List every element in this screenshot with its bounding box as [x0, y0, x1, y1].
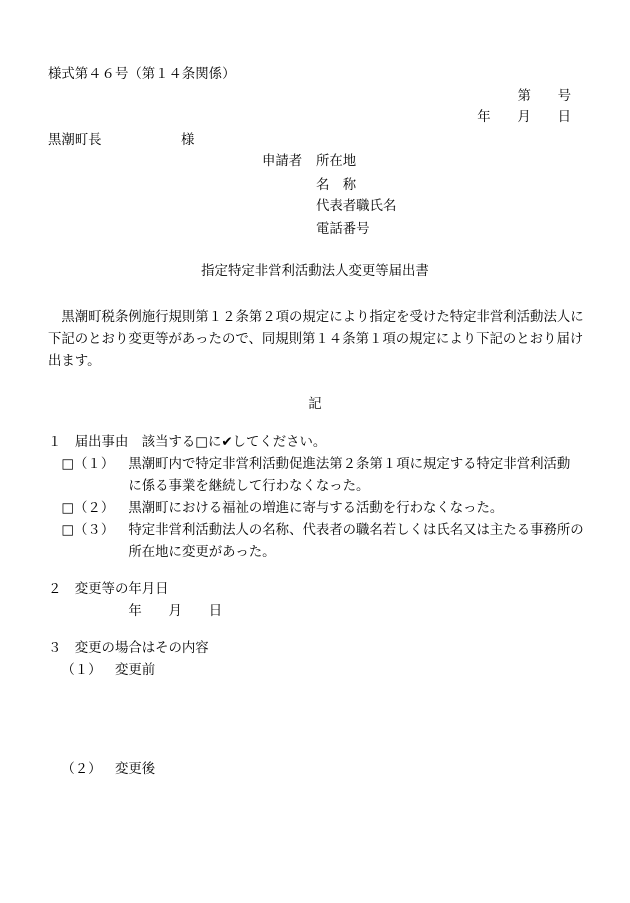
- reason-option-1: [48, 454, 608, 498]
- option-prefix: [61, 520, 114, 542]
- document-title: 指定特定非営利活動法人変更等届出書: [201, 264, 429, 279]
- submission-date: 年 月 日: [477, 110, 571, 125]
- option-text: [128, 520, 608, 564]
- checkbox: □: [61, 501, 75, 516]
- applicant-address-label: 所在地: [316, 154, 357, 169]
- option-number: （３）: [74, 523, 115, 538]
- option-number: （２）: [74, 501, 115, 516]
- applicant-name-label: 名 称: [316, 178, 357, 193]
- option-line: 黒潮町内で特定非営利活動促進法第２条第１項に規定する特定非営利活動: [128, 457, 571, 472]
- addressee-name: 黒潮町長: [48, 133, 102, 148]
- sub-item-label: 変更前: [115, 663, 156, 678]
- section-number: １: [48, 435, 62, 450]
- section-change-date-header: [48, 579, 608, 601]
- option-text: [128, 454, 608, 498]
- section-label: 変更等の年月日: [74, 582, 169, 597]
- change-before-item: [48, 660, 608, 682]
- section-change-date: [48, 579, 608, 623]
- applicant-representative-label: 代表者職氏名: [316, 199, 397, 214]
- applicant-label: 申請者: [262, 154, 303, 169]
- document-number: 第 号: [517, 89, 571, 104]
- option-text: [128, 498, 608, 520]
- option-line: 特定非営利活動法人の名称、代表者の職名若しくは氏名又は主たる事務所の: [128, 523, 584, 538]
- option-prefix: [61, 498, 114, 520]
- option-number: （１）: [74, 457, 115, 472]
- body-line: 出ます。: [48, 354, 101, 369]
- section-change-content: [48, 638, 608, 682]
- sub-item-number: （１）: [61, 663, 102, 678]
- section-label: 届出事由: [74, 435, 129, 450]
- sub-item-number: （２）: [61, 762, 102, 777]
- option-prefix: [61, 454, 114, 476]
- change-after-item: [48, 759, 608, 781]
- option-line: 黒潮町における福祉の増進に寄与する活動を行わなくなった。: [128, 501, 504, 516]
- form-number: 様式第４６号（第１４条関係）: [48, 67, 236, 82]
- ki-heading: 記: [308, 397, 322, 412]
- reason-option-3: [48, 520, 608, 564]
- reason-option-2: [48, 498, 608, 520]
- option-line: に係る事業を継続して行わなくなった。: [128, 479, 370, 494]
- change-date-field: 年 月 日: [128, 604, 223, 619]
- section-reason: [48, 432, 608, 564]
- section-change-content-header: [48, 638, 608, 660]
- section-number: ２: [48, 582, 62, 597]
- section-instruction: 該当する□に✔してください。: [141, 435, 327, 450]
- change-after-block: [48, 759, 608, 781]
- section-number: ３: [48, 641, 62, 656]
- body-line: 下記のとおり変更等があったので、同規則第１４条第１項の規定により下記のとおり届け: [48, 332, 584, 347]
- checkbox: □: [61, 523, 75, 538]
- checkbox: □: [61, 457, 75, 472]
- option-line: 所在地に変更があった。: [128, 545, 276, 560]
- applicant-phone-label: 電話番号: [316, 222, 370, 237]
- addressee-honorific: 様: [181, 133, 195, 148]
- sub-item-label: 変更後: [115, 762, 156, 777]
- section-reason-header: [48, 432, 608, 454]
- body-paragraph: [48, 307, 608, 373]
- body-line: 黒潮町税条例施行規則第１２条第２項の規定により指定を受けた特定非営利活動法人に: [48, 310, 584, 325]
- section-label: 変更の場合はその内容: [74, 641, 209, 656]
